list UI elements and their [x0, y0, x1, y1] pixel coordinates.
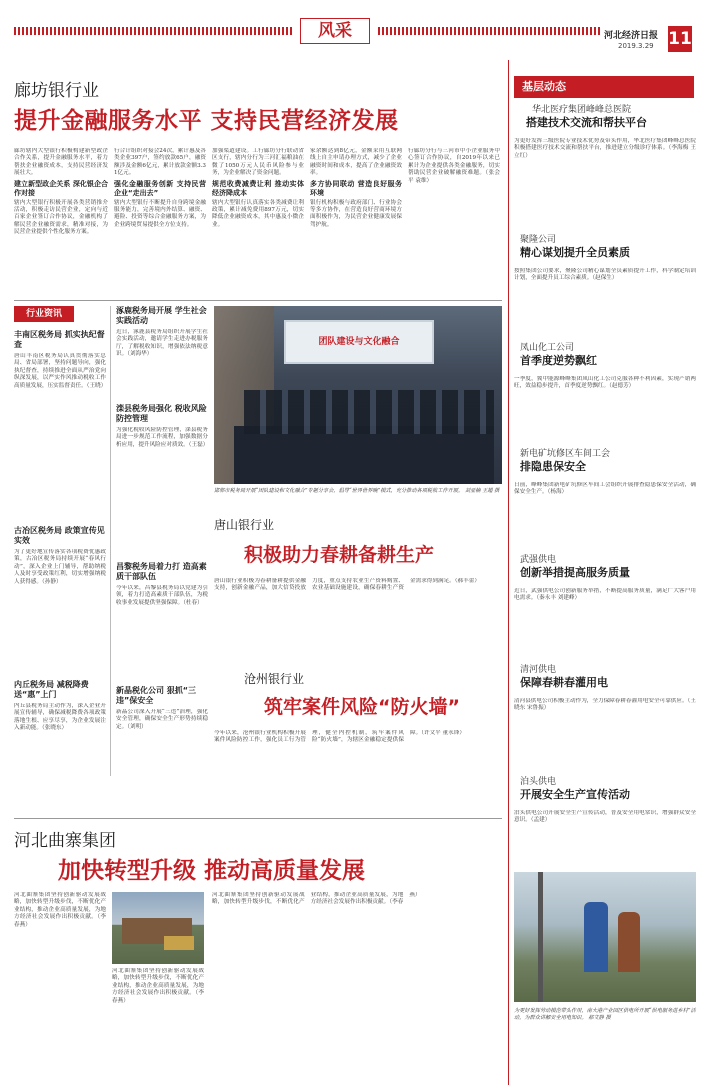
lead-col1-text: 廊坊辖内大型银行积极构建新型政企合作关系，提升金融服务水平，着力帮扶企业融资成本，支持民营经济发展壮大。: [14, 148, 108, 177]
lead-col2-text: 行合计组织对接会24次，累计惠及各类企业397户，签约放款65户，融资额涉及金额6亿元，累计放款金额3.31亿元。: [114, 148, 206, 177]
right-item-2-body: 一季度，冀中能源峰峰集团凤山化工公司克服各种不利因素，实现产销两旺，效益稳步提升，首季度逆势飘红。（赵德芳）: [514, 376, 696, 390]
quyang-body-mid: 河北曲寨集团坚持创新驱动发展战略，加快转型升级步伐，不断优化产业结构，推动企业高质量发展，为地方经济社会发展作出积极贡献。（李春燕）: [112, 968, 204, 1004]
section-title: [300, 18, 370, 44]
right-item-3-title: 排隐患保安全: [520, 460, 586, 473]
page-number: 11: [668, 29, 692, 49]
photo-screen: [284, 320, 434, 364]
quyang-body-left: 河北曲寨集团坚持创新驱动发展战略，加快转型升级步伐，不断优化产业结构，推动企业高质量发展，为地方经济社会发展作出积极贡献。（李春燕）: [14, 892, 106, 928]
right-item-4-title: 创新举措提高服务质量: [520, 566, 630, 579]
lead-col4: [310, 148, 402, 296]
photo-screen-banner: 团队建设与文化融合: [318, 337, 400, 347]
left-brief-0-body: 唐山丰南区税务局认真贯彻落实总局、省局部署，坚持问题导向，强化执纪督查，持续推进全面从严治党向纵深发展，以严实作风推动税收工作高质量发展，压实监督责任。（王晓）: [14, 353, 106, 389]
quyang-headline-text: 加快转型升级 推动高质量发展: [58, 858, 366, 884]
paper-name-text: 河北经济日报: [604, 31, 659, 41]
mid-brief-0-body: 近日，涿鹿县税务局组织开展学生社会实践活动，邀请学生走进办税服务厅，了解税收知识，增强依法纳税意识。（刘海华）: [116, 329, 208, 358]
left-brief-1: [14, 526, 106, 675]
right-item-0-kicker: 华北医疗集团峰峰总医院: [532, 105, 632, 115]
right-item-1: [514, 234, 696, 326]
right-item-0-body: 为更好发挥三级医院专业技术优势及带头作用，华北医疗集团峰峰总医院积极搭建医疗技术交流和帮扶平台，推进建立分级诊疗体系。（李海梅 王立红）: [514, 138, 696, 159]
mid-brief-2-title: 昌黎税务局着力打 造高素质干部队伍: [116, 562, 207, 581]
right-item-6-title: 开展安全生产宣传活动: [520, 788, 630, 801]
right-header: [514, 76, 694, 98]
right-item-5-kicker: 清河供电: [520, 665, 557, 675]
factory-photo: [112, 892, 204, 964]
photo-table: [234, 426, 494, 484]
right-item-4-kicker: 武强供电: [520, 555, 557, 565]
lead-bottom-rule: [14, 300, 502, 301]
cangzhou-kicker-text: 沧州银行业: [244, 672, 305, 686]
lead-col5: [408, 148, 500, 296]
lead-col4-text: 家余额达到8亿元，金额采用互联网线上自主申请办理方式，减少了企业融资时间和成本，提高了企业融资效率。: [310, 148, 402, 177]
left-brief-0: [14, 330, 106, 519]
right-item-3-kicker: 新电矿坑修区车间工会: [520, 449, 611, 459]
right-item-6: [514, 776, 696, 850]
utility-pole: [538, 872, 543, 1002]
mid-brief-3-title: 新晶税化公司 狠抓“三违”保安全: [116, 686, 197, 705]
lead-col4-subhead: 多方协同联动 营造良好服务环境: [310, 179, 402, 197]
quyang-kicker: [14, 826, 116, 851]
right-item-2-kicker: 凤山化工公司: [520, 343, 575, 353]
left-brief-1-body: 为了更好地宣传落实各项税费优惠政策，古冶区税务局持续开展“春风行动”，深入企业上门辅导，帮助纳税人及时享受政策红利，切实增强纳税人获得感。（孙静）: [14, 549, 106, 585]
left-brief-0-title: 丰南区税务局 抓实执纪督查: [14, 330, 105, 349]
right-col-divider: [508, 60, 509, 1085]
mid-brief-3-body: 新晶公司深入开展“三违”治理，强化安全管理，确保安全生产形势持续稳定。（刘明）: [116, 709, 208, 730]
mid-brief-1: [116, 404, 208, 557]
lead-col2-subhead: 强化金融服务创新 支持民营企业“走出去”: [114, 179, 206, 197]
cangzhou-headline-text: 筑牢案件风险“防火墙”: [264, 696, 460, 718]
cangzhou-headline: [264, 692, 460, 719]
cangzhou-kicker: [244, 670, 304, 687]
mid-bottom-rule: [14, 818, 502, 819]
tangshan-headline: [244, 540, 434, 567]
quyang-body-cols: 河北曲寨集团坚持创新驱动发展战略，加快转型升级步伐，不断优化产业结构，推动企业高质量发展，为地方经济社会发展作出积极贡献。（李春燕）: [212, 892, 421, 906]
industry-badge: [14, 306, 74, 322]
right-item-6-body: 泊头供电公司开展安全生产宣传活动，普及安全用电常识，增强群众安全意识。（孟建）: [514, 810, 696, 824]
page-number-box: [668, 26, 692, 52]
industry-badge-text: 行业资讯: [25, 309, 62, 319]
tangshan-kicker-text: 唐山银行业: [214, 518, 275, 532]
masthead-left-stripes: [14, 27, 294, 35]
mid-brief-1-title: 滦县税务局强化 税收风险防控管理: [116, 404, 207, 423]
lead-kicker: [14, 76, 99, 101]
tangshan-headline-text: 积极助力春耕备耕生产: [244, 544, 435, 566]
right-item-2: [514, 342, 696, 434]
right-item-5: [514, 664, 696, 758]
lead-col3-body: 辖内大型银行认真落实各类减费让利政策，累计减免费用897万元，切实降低企业融资成本，其中惠及小微企业。: [212, 199, 304, 228]
quyang-headline: [58, 852, 365, 885]
left-col-divider: [110, 306, 111, 776]
lead-col1-body: 辖内大型银行积极开展各类营销推介活动，积极走访民营企业，定向与近百家企业签订合作协议，金融机构了解民营企业融资需求，精准对接，为民营企业提供个性化服务方案。: [14, 199, 108, 236]
left-brief-2-title: 内丘税务局 减税降费送“惠”上门: [14, 680, 89, 699]
factory-truck: [164, 936, 194, 950]
right-item-4: [514, 554, 696, 646]
section-label: 风采: [318, 21, 352, 41]
right-item-3-body: 日前，峰峰集团新电矿坑修区车间工会组织开展排查隐患保安全活动，确保安全生产。（杨海）: [514, 482, 696, 496]
lead-col3-text: 加强渠道建设。工行廊坊分行联动省区支行，辖内分行为三河汇福粮油在微了1050万元人民币风险参与业务，为企业解决了资金问题。: [212, 148, 304, 177]
worker-photo-caption: 为更好发挥劳动模范带头作用，南大港产业园区供电所开展“供电服务进乡村”活动，为群众讲解安全用电知识。 郝文静 摄: [514, 1008, 696, 1021]
lead-col3: [212, 148, 304, 296]
right-item-3: [514, 448, 696, 538]
right-item-1-title: 精心谋划提升全员素质: [520, 246, 630, 259]
issue-date: [618, 42, 654, 50]
left-brief-2-body: 内丘县税务局主动作为，深入企业开展宣传辅导，确保减税降费各项政策落地生根、应享尽享，为企业发展注入新动能。（张晓东）: [14, 703, 106, 732]
right-item-6-kicker: 泊头供电: [520, 777, 557, 787]
cangzhou-body: 今年以来，沧州银行业机构积极开展案件风险防控工作，强化员工行为管理，健全内控机制，筑牢案件风险“防火墙”，为辖区金融稳定提供保障。（许文平 董永锋）: [214, 730, 465, 744]
photo-caption: 邯郸市税务局开展“团队建设和文化融合”专题分享会，倡导“世界世界晚”模式，充分推动各项税收工作开展。 刘亚楠 王超 摄: [214, 488, 500, 494]
photo-people-row: [244, 390, 494, 434]
right-item-4-body: 近日，武强供电公司创新服务举措，不断提高服务质量，满足广大客户用电需求。（秦永丰 刘建峰）: [514, 588, 696, 602]
mid-brief-0: [116, 306, 208, 399]
lead-col4-body: 银行机构积极与政府部门、行业协会等多方协作，在营造良好营商环境方面积极作为，为民营企业健康发展保驾护航。: [310, 199, 402, 228]
right-item-5-body: 清河县供电公司积极主动作为，全力保障春耕春灌用电安全可靠供应。（王晓东 宋鲁振）: [514, 698, 696, 712]
lead-col2-body: 辖内大型银行不断提升自身跨境金融服务能力，完善境内外结算、融资、避险、投资等综合金融服务方案，为企业跨境贸易提供全方位支持。: [114, 199, 206, 228]
right-item-0-title: 搭建技术交流和帮扶平台: [526, 116, 647, 129]
masthead: [0, 0, 708, 56]
lead-col2: [114, 148, 206, 296]
masthead-right-stripes: [378, 27, 600, 35]
tangshan-body: 唐山银行业积极为春耕备耕提供金融支持，创新金融产品，加大信贷投放力度，重点支持农业生产资料购置、农业基础设施建设，确保春耕生产资金需求得到满足。（郝丰蕾）: [214, 578, 480, 592]
lead-col5-text: 行廊坊分行与三河市中小企业服务中心签订合作协议，自2019年以来已累计为企业提供各类金融服务，切实帮助民营企业破解融资难题。（张会平 袁维）: [408, 148, 500, 184]
left-brief-2: [14, 680, 106, 793]
lead-col3-subhead: 规范收费减费让利 推动实体经济降成本: [212, 179, 304, 197]
right-item-2-title: 首季度逆势飘红: [520, 354, 597, 367]
right-item-1-body: 按照集团公司要求，聚隆公司精心谋划全员素质提升工作，科学制定培训计划，全面提升员工综合素质。（赵保生）: [514, 268, 696, 282]
mid-brief-0-title: 涿鹿税务局开展 学生社会实践活动: [116, 306, 207, 325]
lead-headline-text: 提升金融服务水平 支持民营经济发展: [14, 108, 399, 134]
worker-figure-2: [618, 912, 640, 972]
worker-figure: [584, 902, 608, 972]
lead-kicker-text: 廊坊银行业: [14, 81, 99, 101]
right-header-text: 基层动态: [522, 80, 566, 93]
lead-col1: [14, 148, 108, 296]
right-item-0: [514, 104, 696, 202]
paper-name: [604, 28, 658, 41]
mid-brief-2-body: 今年以来，昌黎县税务局以党建为引领，着力打造高素质干部队伍，为税收事业发展提供坚强保障。（杜春）: [116, 585, 208, 606]
meeting-photo: [214, 306, 502, 484]
mid-brief-2: [116, 562, 208, 675]
lead-col1-subhead: 建立新型政企关系 深化银企合作对接: [14, 179, 108, 197]
issue-date-text: 2019.3.29: [618, 42, 654, 50]
mid-brief-1-body: 为强化税收风险防控管理，滦县税务局进一步规范工作流程，加强数据分析应用，提升风险应对质效。（王磊）: [116, 427, 208, 448]
tangshan-kicker: [214, 516, 274, 533]
lead-headline: [14, 102, 399, 135]
quyang-kicker-text: 河北曲寨集团: [14, 831, 116, 851]
right-item-5-title: 保障春耕春灌用电: [520, 676, 608, 689]
mid-brief-3: [116, 686, 208, 793]
right-item-1-kicker: 聚隆公司: [520, 235, 557, 245]
worker-photo: [514, 872, 696, 1002]
left-brief-1-title: 古冶区税务局 政策宣传见实效: [14, 526, 105, 545]
